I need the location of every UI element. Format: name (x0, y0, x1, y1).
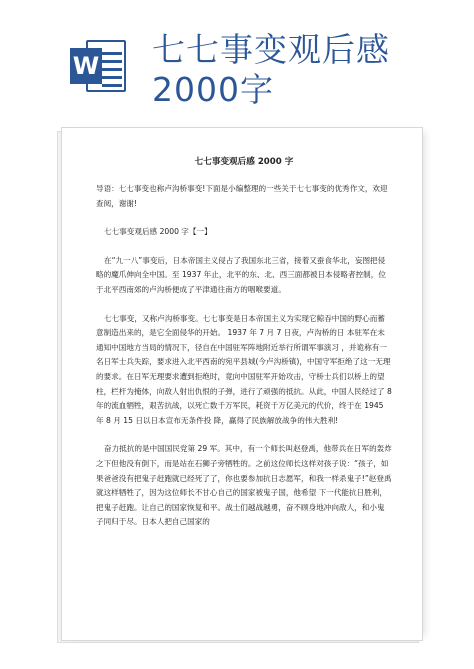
document-content (96, 156, 392, 544)
page-title: 七七事变观后感2000字 (152, 30, 390, 109)
paragraph-1: 在“九一八”事变后，日本帝国主义侵占了我国东北三省，接着又蚕食华北，妄图把侵略的魔爪伸向全中国。至 1937 年止，北平的东、北、西三面都被日本侵略者控制，位于北平西南郊的卢沟桥便成了平津通往南方的咽喉要道。 (96, 255, 386, 294)
paragraph-intro: 导语：七七事变也称卢沟桥事变!下面是小编整理的一些关于七七事变的优秀作文，欢迎查阅，谢谢! (96, 184, 388, 208)
document-heading: 七七事变观后感 2000 字 (194, 157, 294, 167)
word-letter-badge: W (70, 48, 102, 84)
word-document-icon (70, 40, 128, 92)
paragraph-3: 奋力抵抗的是中国国民党第 29 军。其中，有一个师长叫赵登禹，他带兵在日军的轰炸之下但他没有倒下，而是站在石狮子旁牺牲的。之前这位师长这样对孩子说：“孩子，如果爸爸没有把鬼子赶跑就已经死了了，你也要参加抗日志愿军，和我一样杀鬼子!”赵登禹就这样牺牲了，因为这位师长不甘心自己的国家被鬼子国，他希望 下一代能抗日胜利，把鬼子赶跑。让自己的国家恢复和平。战士们越战越勇，奋不顾身地冲向敌人，和小鬼子同归于尽。日本人把自己国家的 (96, 444, 392, 527)
paragraph-2: 七七事变，又称卢沟桥事变。七七事变是日本帝国主义为实现它鲸吞中国的野心而蓄意制造出来的，是它全面侵华的开始。 1937 年 7 月 7 日夜，卢沟桥的日 本驻军在未通知中国地方当局的情况下，径自在中国驻军阵地附近举行所谓军事演习 ，并诡称有一名日军士兵失踪，要求进入北平西南的宛平县城(今卢沟桥镇)，中国守军拒绝了这一无理的要求。在日军无理要求遭到拒绝时，竟向中国驻军开始攻击，守桥士兵们以桥上的望柱，栏杆为掩体，向敌人射出仇恨的子弹，进行了顽强的抵抗。从此，中国人民经过了 8 年的流血牺牲，艰苦抗战，以死亡数千万军民，耗资千万亿美元的代价，终于在 1945 年 8 月 15 日以日本宣布无条件投 降，赢得了民族解放战争的伟大胜利! (96, 313, 392, 425)
paragraph-section-title: 七七事变观后感 2000 字【一】 (104, 227, 212, 237)
document-page (62, 128, 422, 640)
banner (0, 0, 474, 120)
